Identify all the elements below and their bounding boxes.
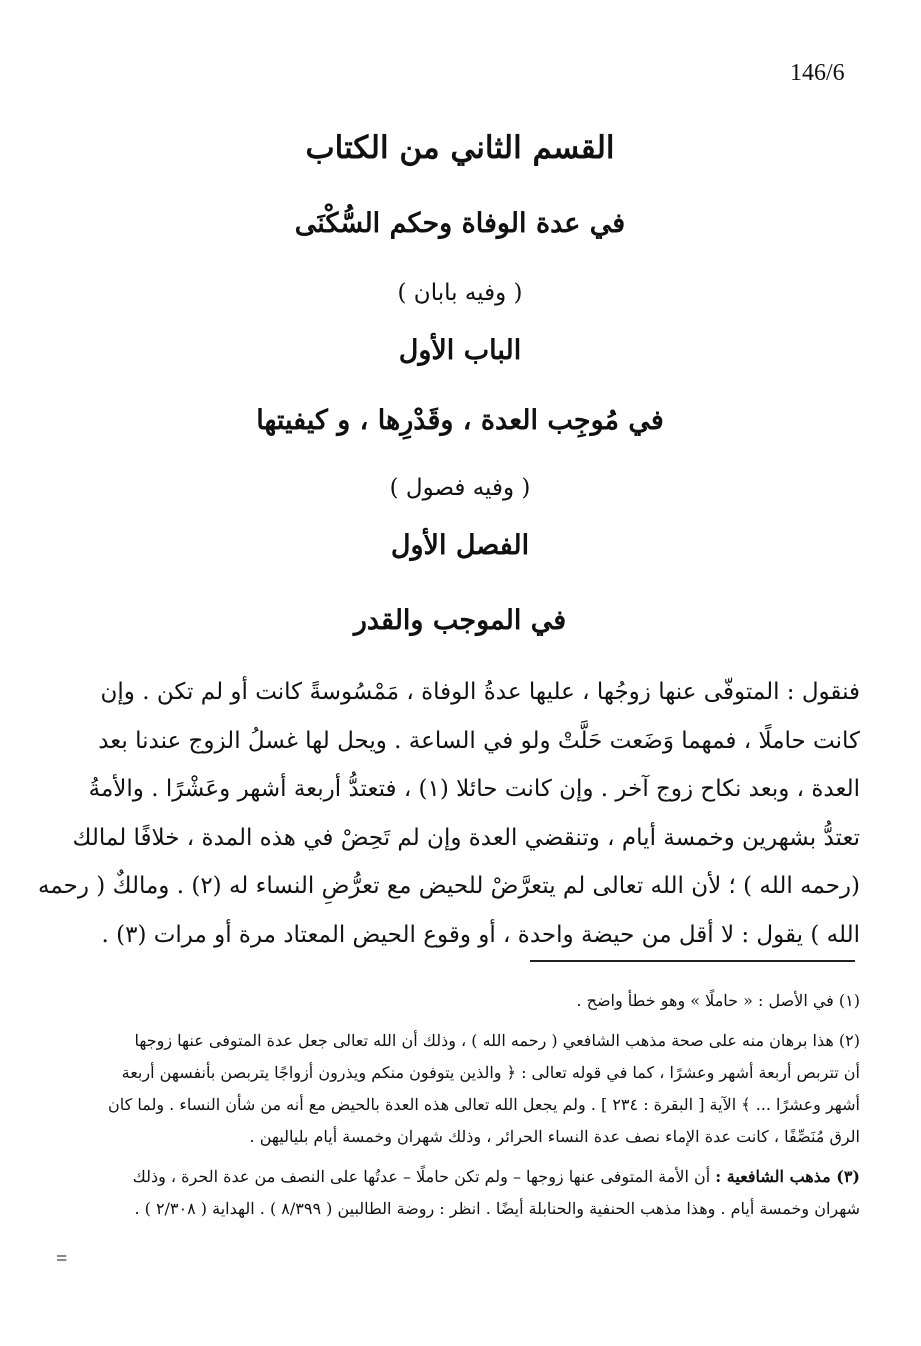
- body-line: كانت حاملًا ، فمهما وَضَعت حَلَّتْ ولو في الساعة . ويحل لها غسلُ الزوج عندنا بعد: [98, 727, 860, 754]
- section-title: القسم الثاني من الكتاب: [305, 130, 615, 166]
- chapter-title: الباب الأول: [398, 335, 522, 366]
- section-note: ( وفيه بابان ): [397, 280, 523, 306]
- section-subtitle: في عدة الوفاة وحكم السُّكْنَى: [294, 208, 626, 239]
- footnote-text: أن الأمة المتوفى عنها زوجها – ولم تكن حاملًا – عدتُها على النصف من عدة الحرة ، وذلك: [132, 1167, 711, 1186]
- footnote-2: [70, 1025, 860, 1153]
- chapter-subtitle: في مُوجِب العدة ، وقَدْرِها ، و كيفيتها: [256, 405, 664, 436]
- footnote-3: [70, 1161, 860, 1225]
- footnote-line: أشهر وعشرًا ... ﴾ الآية [ البقرة : ٢٣٤ ] . ولم يجعل الله تعالى هذه العدة بالحيض مع أنه من شأن النساء . ولما كان: [108, 1095, 860, 1114]
- body-line: فنقول : المتوفّى عنها زوجُها ، عليها عدةُ الوفاة ، مَمْسُوسةً كانت أو لم تكن . وإن: [100, 679, 860, 705]
- part-subtitle: في الموجب والقدر: [353, 605, 567, 636]
- footnote-line: [70, 1161, 860, 1193]
- footnotes: [70, 985, 860, 1233]
- body-paragraph: [38, 668, 860, 959]
- body-line: الله ) يقول : لا أقل من حيضة واحدة ، أو وقوع الحيض المعتاد مرة أو مرات (٣) .: [101, 921, 860, 948]
- footnote-divider: [530, 960, 855, 962]
- body-line: (رحمه الله ) ؛ لأن الله تعالى لم يتعرَّضْ للحيض مع تعرُّضِ النساء له (٢) . ومالكٌ ( رحمه: [38, 873, 860, 899]
- chapter-note: ( وفيه فصول ): [389, 475, 531, 501]
- footnote-line: (٢) هذا برهان منه على صحة مذهب الشافعي ( رحمه الله ) ، وذلك أن الله تعالى جعل عدة المتوفى عنها زوجها: [134, 1031, 860, 1050]
- body-line: العدة ، وبعد نكاح زوج آخر . وإن كانت حائلا (١) ، فتعتدُّ أربعة أشهر وعَشْرًا . والأمةُ: [88, 776, 860, 802]
- footnote-line: الرق مُنَصِّفًا ، كانت عدة الإماء نصف عدة النساء الحرائر ، وذلك شهران وخمسة أيام بلياليهن .: [249, 1127, 860, 1146]
- footnote-1: [70, 985, 860, 1017]
- body-line: تعتدُّ بشهرين وخمسة أيام ، وتنقضي العدة وإن لم تَحِضْ في هذه المدة ، خلافًا لمالك: [72, 824, 860, 851]
- footnote-line: (١) في الأصل : « حاملًا » وهو خطأ واضح .: [576, 991, 860, 1010]
- page-number: 146/6: [790, 60, 845, 86]
- footnote-line: شهران وخمسة أيام . وهذا مذهب الحنفية والحنابلة أيضًا . انظر : روضة الطالبين ( ٨/٣٩٩ ) . الهداية ( ٢/٣٠٨ ) .: [134, 1199, 860, 1218]
- part-title: الفصل الأول: [390, 530, 530, 561]
- continuation-mark: =: [56, 1248, 68, 1270]
- footnote-line: أن تتربص أربعة أشهر وعشرًا ، كما في قوله تعالى : ﴿ والذين يتوفون منكم ويذرون أزواجًا يتربصن بأنفسهن أربعة: [121, 1063, 860, 1082]
- footnote-bold-prefix: (٣) مذهب الشافعية :: [715, 1167, 860, 1186]
